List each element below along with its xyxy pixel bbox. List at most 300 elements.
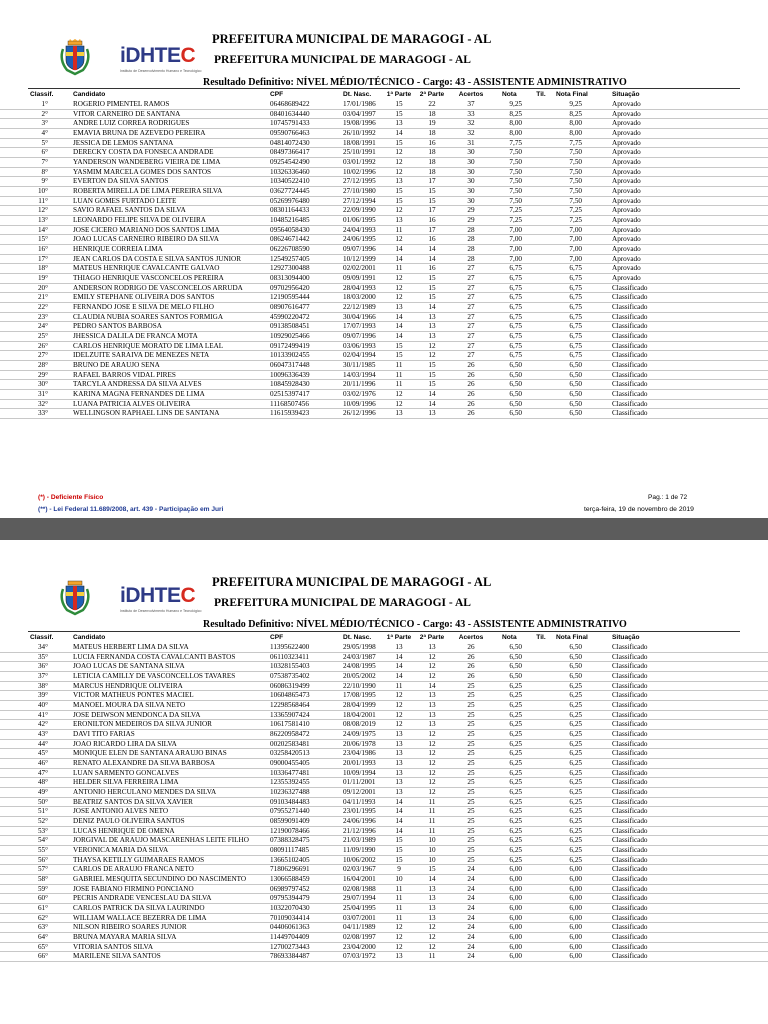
row-situacao: Aprovado <box>612 167 641 176</box>
row-acertos: 33 <box>467 109 475 118</box>
row-acertos: 24 <box>467 913 475 922</box>
row-parte2: 15 <box>428 187 436 196</box>
row-dt-nasc: 24/09/1975 <box>343 730 376 739</box>
row-classif: 34° <box>37 643 48 651</box>
table-row <box>0 342 768 352</box>
row-nota-final: 8,00 <box>569 129 582 137</box>
row-parte2: 17 <box>428 206 436 215</box>
row-cpf: 12190078466 <box>270 826 310 835</box>
table-row <box>0 836 768 846</box>
row-nota-final: 6,25 <box>569 855 582 864</box>
row-cpf: 08301164433 <box>270 206 310 215</box>
row-nota-final: 6,00 <box>569 884 582 893</box>
row-parte1: 13 <box>395 778 403 787</box>
row-nota-final: 6,00 <box>569 913 582 922</box>
row-situacao: Classificado <box>612 884 648 893</box>
row-cpf: 10096336439 <box>270 370 310 379</box>
row-nota: 6,50 <box>509 672 522 680</box>
row-cpf: 09564058430 <box>270 225 310 234</box>
table-row <box>0 817 768 827</box>
row-dt-nasc: 30/04/1966 <box>343 312 376 321</box>
row-classif: 32° <box>37 399 48 408</box>
row-dt-nasc: 30/11/1985 <box>343 361 376 370</box>
row-parte2: 18 <box>428 158 436 167</box>
table-row <box>0 313 768 323</box>
row-cpf: 10328155403 <box>270 662 310 671</box>
row-classif: 56° <box>37 855 48 864</box>
row-situacao: Aprovado <box>612 196 641 205</box>
row-parte1: 13 <box>395 177 403 186</box>
table-row <box>0 110 768 120</box>
row-nota: 6,25 <box>509 749 522 758</box>
row-parte1: 12 <box>395 283 403 292</box>
row-nota-final: 6,25 <box>569 807 582 816</box>
row-candidato: YASMIM MARCELA GOMES DOS SANTOS <box>73 167 212 176</box>
row-classif: 20° <box>37 283 48 292</box>
row-situacao: Classificado <box>612 672 648 680</box>
row-candidato: ANDERSON RODRIGO DE VASCONCELOS ARRUDA <box>73 283 243 292</box>
row-situacao: Aprovado <box>612 235 641 244</box>
row-acertos: 25 <box>467 691 475 700</box>
row-situacao: Classificado <box>612 846 648 855</box>
row-situacao: Aprovado <box>612 264 641 273</box>
row-acertos: 26 <box>467 409 475 418</box>
row-parte2: 12 <box>428 749 436 758</box>
table-row <box>0 682 768 692</box>
row-classif: 53° <box>37 826 48 835</box>
row-cpf: 12927300488 <box>270 264 310 273</box>
row-nota: 9,25 <box>509 100 522 108</box>
row-dt-nasc: 04/11/1989 <box>343 923 376 932</box>
row-dt-nasc: 11/09/1990 <box>343 846 376 855</box>
row-parte2: 13 <box>428 720 436 729</box>
row-dt-nasc: 07/03/1972 <box>343 952 376 961</box>
row-parte1: 12 <box>395 235 403 244</box>
row-classif: 49° <box>37 788 48 797</box>
row-candidato: DAVI TITO FARIAS <box>73 730 135 739</box>
row-acertos: 27 <box>467 322 475 331</box>
row-candidato: VITOR CARNEIRO DE SANTANA <box>73 109 181 118</box>
row-dt-nasc: 18/03/2000 <box>343 293 376 302</box>
row-nota-final: 6,00 <box>569 952 582 961</box>
row-parte1: 13 <box>395 739 403 748</box>
row-dt-nasc: 22/10/1990 <box>343 681 376 690</box>
row-classif: 17° <box>37 254 48 263</box>
row-dt-nasc: 10/02/1996 <box>343 167 376 176</box>
row-candidato: JOAO LUCAS CARNEIRO RIBEIRO DA SILVA <box>73 235 219 244</box>
row-candidato: EMAVIA BRUNA DE AZEVEDO PEREIRA <box>73 129 206 137</box>
row-parte2: 18 <box>428 167 436 176</box>
table-row <box>0 187 768 197</box>
row-nota: 7,50 <box>509 187 522 196</box>
row-candidato: HELDER SILVA FERREIRA LIMA <box>73 778 179 787</box>
row-cpf: 12549257405 <box>270 254 310 263</box>
row-nota: 8,00 <box>509 119 522 128</box>
row-classif: 13° <box>37 216 48 225</box>
table-row <box>0 691 768 701</box>
row-acertos: 30 <box>467 167 475 176</box>
row-cpf: 05269976480 <box>270 196 310 205</box>
row-dt-nasc: 09/07/1996 <box>343 332 376 341</box>
row-nota-final: 6,25 <box>569 826 582 835</box>
row-acertos: 25 <box>467 749 475 758</box>
table-header <box>0 633 768 643</box>
row-parte2: 15 <box>428 380 436 389</box>
row-situacao: Classificado <box>612 952 648 961</box>
row-candidato: NILSON RIBEIRO SOARES JUNIOR <box>73 923 187 932</box>
row-acertos: 30 <box>467 158 475 167</box>
row-candidato: WILLIAM WALLACE BEZERRA DE LIMA <box>73 913 207 922</box>
row-dt-nasc: 19/08/1996 <box>343 119 376 128</box>
row-nota: 6,50 <box>509 662 522 671</box>
row-situacao: Classificado <box>612 662 648 671</box>
row-nota-final: 9,25 <box>569 100 582 108</box>
row-dt-nasc: 29/07/1994 <box>343 894 376 903</box>
table-row <box>0 351 768 361</box>
table-row <box>0 904 768 914</box>
row-dt-nasc: 09/07/1996 <box>343 245 376 254</box>
row-parte1: 14 <box>395 662 403 671</box>
row-cpf: 08497366417 <box>270 148 310 157</box>
row-dt-nasc: 24/03/1987 <box>343 652 376 661</box>
row-nota-final: 7,00 <box>569 235 582 244</box>
row-dt-nasc: 16/04/2001 <box>343 875 376 884</box>
row-dt-nasc: 10/12/1999 <box>343 254 376 263</box>
row-classif: 21° <box>37 293 48 302</box>
row-situacao: Classificado <box>612 778 648 787</box>
row-candidato: EMILY STEPHANE OLIVEIRA DOS SANTOS <box>73 293 215 302</box>
row-classif: 28° <box>37 361 48 370</box>
document-page-2 <box>0 540 768 1024</box>
row-nota: 6,75 <box>509 283 522 292</box>
row-nota: 7,00 <box>509 225 522 234</box>
row-cpf: 10604865473 <box>270 691 310 700</box>
col-nota: Nota <box>502 91 517 98</box>
col-til: Til. <box>536 91 546 98</box>
row-candidato: ROGERIO PIMENTEL RAMOS <box>73 100 170 108</box>
footnote-lei-federal: (**) - Lei Federal 11.689/2008, art. 439 - Participação em Juri <box>38 506 224 513</box>
col-classif: Classif. <box>30 91 54 98</box>
table-row <box>0 293 768 303</box>
row-dt-nasc: 17/08/1995 <box>343 691 376 700</box>
table-row <box>0 923 768 933</box>
row-dt-nasc: 24/04/1993 <box>343 225 376 234</box>
row-nota-final: 6,50 <box>569 390 582 399</box>
row-candidato: WELLINGSON RAPHAEL LINS DE SANTANA <box>73 409 220 418</box>
row-parte1: 14 <box>395 797 403 806</box>
row-parte1: 12 <box>395 933 403 942</box>
row-candidato: JOAO LUCAS DE SANTANA SILVA <box>73 662 185 671</box>
row-acertos: 37 <box>467 100 475 108</box>
row-cpf: 06110323411 <box>270 652 309 661</box>
row-acertos: 27 <box>467 341 475 350</box>
row-parte2: 19 <box>428 119 436 128</box>
row-nota: 6,25 <box>509 720 522 729</box>
row-dt-nasc: 10/09/1996 <box>343 399 376 408</box>
row-nota-final: 6,75 <box>569 303 582 312</box>
row-acertos: 30 <box>467 177 475 186</box>
row-cpf: 13365907424 <box>270 710 310 719</box>
row-candidato: MATEUS HENRIQUE CAVALCANTE GALVAO <box>73 264 220 273</box>
row-dt-nasc: 03/01/1992 <box>343 158 376 167</box>
row-situacao: Classificado <box>612 681 648 690</box>
row-classif: 36° <box>37 662 48 671</box>
row-dt-nasc: 02/04/1994 <box>343 351 376 360</box>
row-parte2: 14 <box>428 399 436 408</box>
row-parte1: 12 <box>395 274 403 283</box>
row-nota: 6,75 <box>509 264 522 273</box>
table-row <box>0 274 768 284</box>
row-nota-final: 6,25 <box>569 846 582 855</box>
row-candidato: SAVIO RAFAEL SANTOS DA SILVA <box>73 206 186 215</box>
coat-of-arms-logo <box>58 580 92 616</box>
col-acertos: Acertos <box>458 91 484 98</box>
table-row <box>0 807 768 817</box>
row-acertos: 25 <box>467 681 475 690</box>
row-nota: 6,75 <box>509 332 522 341</box>
row-situacao: Aprovado <box>612 158 641 167</box>
row-parte1: 12 <box>395 942 403 951</box>
row-cpf: 06226708590 <box>270 245 310 254</box>
row-nota-final: 6,50 <box>569 380 582 389</box>
col-classif: Classif. <box>30 634 54 641</box>
row-nota-final: 8,00 <box>569 119 582 128</box>
row-nota-final: 6,00 <box>569 923 582 932</box>
row-classif: 63° <box>37 923 48 932</box>
row-nota: 6,25 <box>509 730 522 739</box>
row-cpf: 06047317448 <box>270 361 310 370</box>
row-acertos: 25 <box>467 797 475 806</box>
row-situacao: Classificado <box>612 942 648 951</box>
row-cpf: 10326336460 <box>270 167 310 176</box>
row-parte2: 12 <box>428 662 436 671</box>
row-classif: 50° <box>37 797 48 806</box>
header-divider <box>28 88 740 89</box>
row-acertos: 26 <box>467 361 475 370</box>
row-acertos: 27 <box>467 293 475 302</box>
row-parte1: 14 <box>395 817 403 826</box>
row-candidato: VERONICA MARIA DA SILVA <box>73 846 169 855</box>
row-classif: 1° <box>41 100 48 108</box>
row-classif: 41° <box>37 710 48 719</box>
table-row <box>0 788 768 798</box>
row-classif: 11° <box>38 196 48 205</box>
page-number: Pag.: 1 de 72 <box>648 494 688 501</box>
table-row <box>0 216 768 226</box>
row-situacao: Classificado <box>612 913 648 922</box>
row-classif: 8° <box>41 167 48 176</box>
row-parte2: 15 <box>428 370 436 379</box>
row-situacao: Classificado <box>612 865 648 874</box>
row-situacao: Classificado <box>612 875 648 884</box>
row-candidato: IDELZUITE SARAIVA DE MENEZES NETA <box>73 351 210 360</box>
row-nota-final: 6,75 <box>569 332 582 341</box>
row-parte1: 15 <box>395 187 403 196</box>
row-candidato: LUCAS HENRIQUE DE OMENA <box>73 826 175 835</box>
row-parte1: 11 <box>395 904 403 913</box>
table-row <box>0 769 768 779</box>
row-parte1: 13 <box>395 730 403 739</box>
table-row <box>0 197 768 207</box>
row-nota-final: 7,75 <box>569 138 582 147</box>
row-nota-final: 7,50 <box>569 177 582 186</box>
row-classif: 9° <box>41 177 48 186</box>
row-nota: 7,75 <box>509 138 522 147</box>
col-dt-nasc: Dt. Nasc. <box>343 634 372 641</box>
row-situacao: Classificado <box>612 691 648 700</box>
row-acertos: 25 <box>467 730 475 739</box>
row-acertos: 26 <box>467 643 475 651</box>
row-parte1: 11 <box>395 681 403 690</box>
row-nota: 6,50 <box>509 409 522 418</box>
table-row <box>0 875 768 885</box>
row-parte1: 12 <box>395 158 403 167</box>
row-parte2: 16 <box>428 138 436 147</box>
row-situacao: Classificado <box>612 797 648 806</box>
row-cpf: 03258420513 <box>270 749 310 758</box>
row-classif: 60° <box>37 894 48 903</box>
row-parte2: 13 <box>428 701 436 710</box>
row-classif: 55° <box>37 846 48 855</box>
row-acertos: 25 <box>467 788 475 797</box>
row-classif: 52° <box>37 817 48 826</box>
row-candidato: MANOEL MOURA DA SILVA NETO <box>73 701 186 710</box>
result-line: Resultado Definitivo: NÍVEL MÉDIO/TÉCNICO - Cargo: 43 - ASSISTENTE ADMINISTRATIVO <box>203 619 627 630</box>
col-nota: Nota <box>502 634 517 641</box>
row-nota: 6,25 <box>509 797 522 806</box>
row-cpf: 09702956420 <box>270 283 310 292</box>
row-acertos: 28 <box>467 245 475 254</box>
row-situacao: Classificado <box>612 807 648 816</box>
row-classif: 7° <box>41 158 48 167</box>
row-candidato: JOSE DEIWSON MENDONCA DA SILVA <box>73 710 201 719</box>
row-parte2: 12 <box>428 652 436 661</box>
table-row <box>0 952 768 962</box>
row-parte2: 12 <box>428 778 436 787</box>
row-parte2: 11 <box>428 797 436 806</box>
row-classif: 58° <box>37 875 48 884</box>
row-nota-final: 7,50 <box>569 148 582 157</box>
row-parte2: 15 <box>428 274 436 283</box>
row-acertos: 28 <box>467 254 475 263</box>
row-nota: 6,00 <box>509 942 522 951</box>
print-date: terça-feira, 19 de novembro de 2019 <box>584 506 694 513</box>
row-parte2: 22 <box>428 100 436 108</box>
row-situacao: Aprovado <box>612 119 641 128</box>
row-cpf: 00202583481 <box>270 739 310 748</box>
row-nota: 6,75 <box>509 322 522 331</box>
row-classif: 61° <box>37 904 48 913</box>
table-row <box>0 943 768 953</box>
col-nota-final: Nota Final <box>556 91 588 98</box>
row-nota: 6,00 <box>509 894 522 903</box>
row-nota: 7,50 <box>509 148 522 157</box>
row-parte1: 13 <box>395 749 403 758</box>
row-nota-final: 6,00 <box>569 904 582 913</box>
row-cpf: 08313094400 <box>270 274 310 283</box>
row-cpf: 06086319499 <box>270 681 310 690</box>
row-parte2: 12 <box>428 942 436 951</box>
table-row <box>0 400 768 410</box>
row-cpf: 09138508451 <box>270 322 310 331</box>
row-nota: 6,75 <box>509 293 522 302</box>
table-row <box>0 894 768 904</box>
row-nota-final: 6,50 <box>569 361 582 370</box>
table-row <box>0 129 768 139</box>
row-cpf: 10745791433 <box>270 119 310 128</box>
row-classif: 25° <box>37 332 48 341</box>
row-nota-final: 7,50 <box>569 167 582 176</box>
row-parte2: 11 <box>428 817 436 826</box>
row-nota-final: 7,25 <box>569 216 582 225</box>
row-nota-final: 6,25 <box>569 749 582 758</box>
row-acertos: 25 <box>467 720 475 729</box>
table-row <box>0 914 768 924</box>
row-parte1: 13 <box>395 952 403 961</box>
row-nota: 7,50 <box>509 158 522 167</box>
row-dt-nasc: 18/08/1991 <box>343 138 376 147</box>
row-dt-nasc: 17/07/1993 <box>343 322 376 331</box>
row-nota: 7,50 <box>509 177 522 186</box>
row-situacao: Classificado <box>612 293 648 302</box>
row-classif: 16° <box>37 245 48 254</box>
row-cpf: 02515397417 <box>270 390 310 399</box>
row-nota-final: 6,75 <box>569 322 582 331</box>
row-parte2: 12 <box>428 672 436 680</box>
row-dt-nasc: 29/05/1998 <box>343 643 376 651</box>
row-cpf: 45990220472 <box>270 312 310 321</box>
row-situacao: Aprovado <box>612 216 641 225</box>
row-dt-nasc: 02/03/1967 <box>343 865 376 874</box>
row-dt-nasc: 20/06/1978 <box>343 739 376 748</box>
row-parte2: 11 <box>428 952 436 961</box>
row-nota: 6,50 <box>509 370 522 379</box>
row-parte2: 15 <box>428 283 436 292</box>
row-acertos: 31 <box>467 138 475 147</box>
row-situacao: Classificado <box>612 933 648 942</box>
table-row <box>0 865 768 875</box>
row-candidato: LETICIA CAMILLY DE VASCONCELLOS TAVARES <box>73 672 236 680</box>
row-acertos: 26 <box>467 390 475 399</box>
row-nota: 6,50 <box>509 652 522 661</box>
row-parte1: 14 <box>395 129 403 137</box>
row-parte2: 13 <box>428 913 436 922</box>
row-acertos: 24 <box>467 952 475 961</box>
row-parte2: 12 <box>428 351 436 360</box>
row-nota-final: 6,25 <box>569 691 582 700</box>
row-parte1: 11 <box>395 361 403 370</box>
row-dt-nasc: 21/12/1996 <box>343 826 376 835</box>
row-acertos: 25 <box>467 710 475 719</box>
row-candidato: BEATRIZ SANTOS DA SILVA XAVIER <box>73 797 193 806</box>
row-dt-nasc: 23/04/1986 <box>343 749 376 758</box>
col-nota-final: Nota Final <box>556 634 588 641</box>
row-dt-nasc: 09/09/1991 <box>343 274 376 283</box>
row-situacao: Classificado <box>612 768 648 777</box>
row-nota-final: 6,25 <box>569 768 582 777</box>
row-parte1: 10 <box>395 875 403 884</box>
row-classif: 64° <box>37 933 48 942</box>
table-row <box>0 759 768 769</box>
row-parte2: 16 <box>428 264 436 273</box>
row-dt-nasc: 27/12/1995 <box>343 177 376 186</box>
row-cpf: 06989797452 <box>270 884 310 893</box>
row-acertos: 24 <box>467 894 475 903</box>
row-cpf: 10845928430 <box>270 380 310 389</box>
row-classif: 40° <box>37 701 48 710</box>
row-candidato: JOSE ANTONIO ALVES NETO <box>73 807 169 816</box>
row-parte1: 14 <box>395 807 403 816</box>
